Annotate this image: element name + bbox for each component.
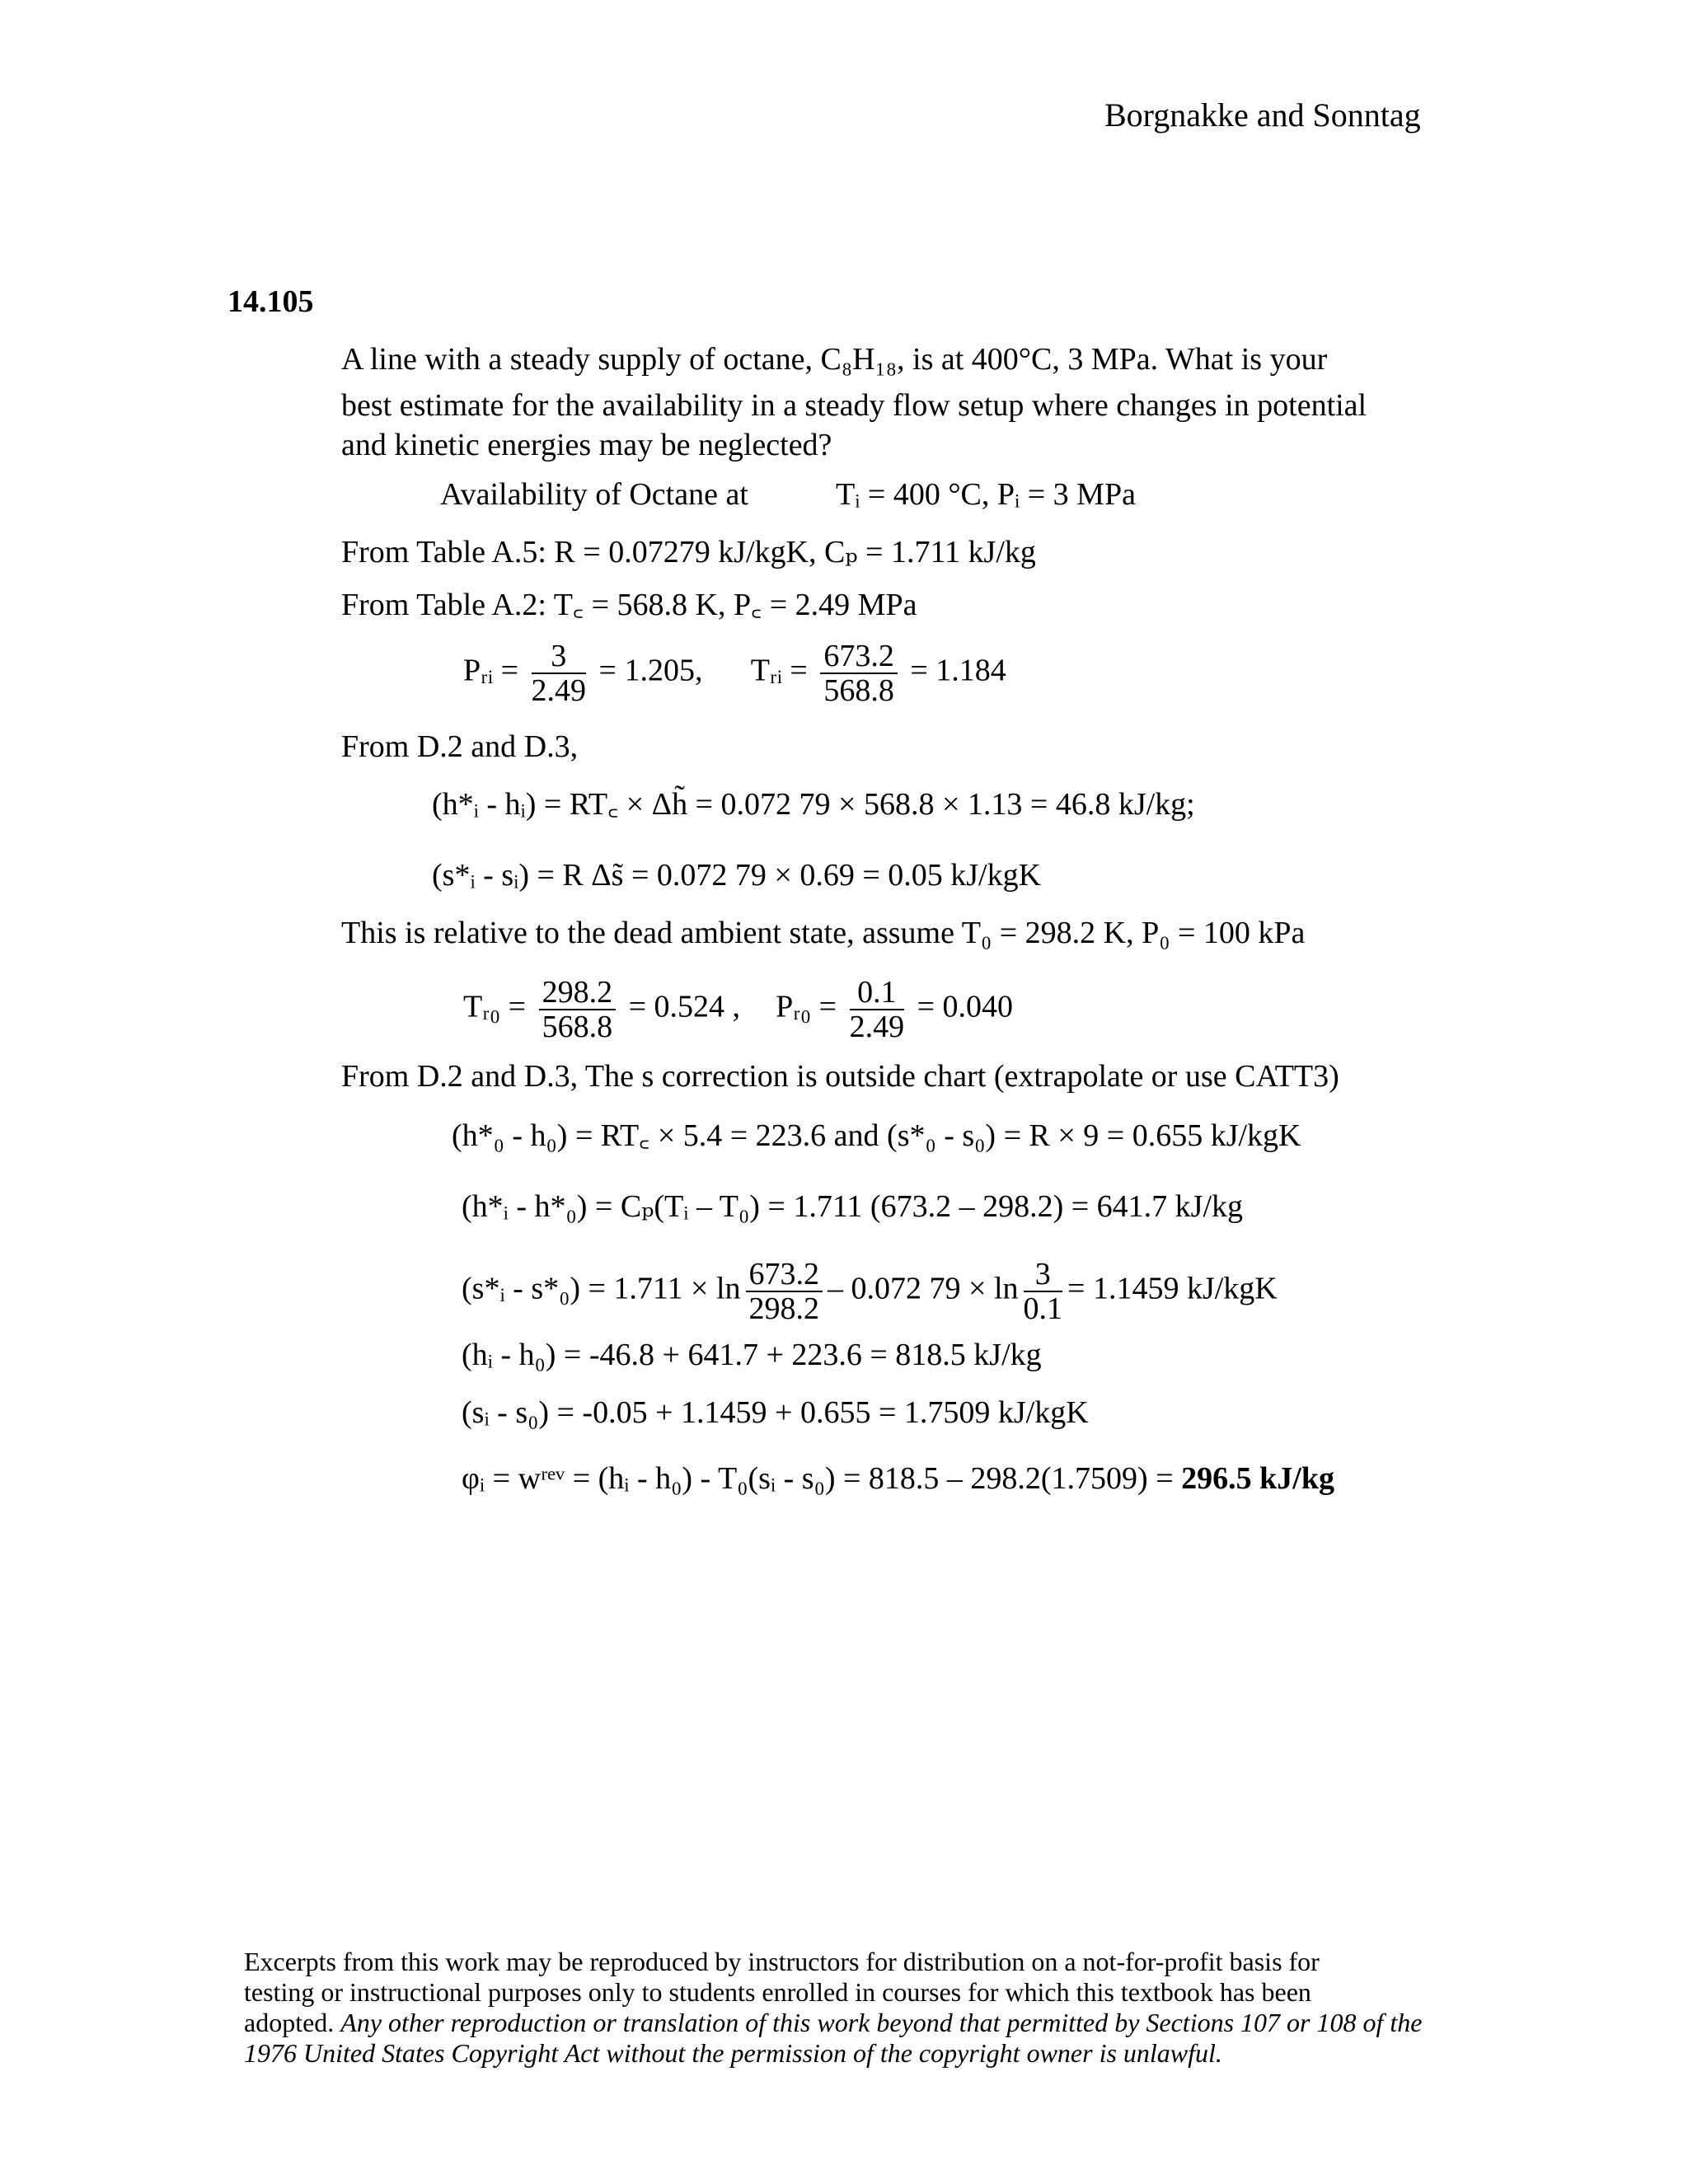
entropy-departure-inlet: (s*ᵢ - sᵢ) = R Δs̃ = 0.072 79 × 0.69 = 0.05 kJ/kgK xyxy=(432,858,1042,893)
l13-numerator-1: 673.2 xyxy=(746,1258,823,1292)
l16-expression: φᵢ = wʳᵉᵛ = (hᵢ - h₀) - T₀(sᵢ - s₀) = 818.5 – 298.2(1.7509) = xyxy=(462,1461,1182,1496)
pr0-label: Pᵣ₀ = xyxy=(776,989,837,1024)
dead-state-departures: (h*₀ - h₀) = RT꜀ × 5.4 = 223.6 and (s*₀ - s₀) = R × 9 = 0.655 kJ/kgK xyxy=(452,1118,1301,1153)
tr0-denominator: 568.8 xyxy=(542,1010,613,1044)
pri-denominator: 2.49 xyxy=(531,673,587,708)
enthalpy-departure-inlet: (h*ᵢ - hᵢ) = RT꜀ × Δh̃ = 0.072 79 × 568.8 × 1.13 = 46.8 kJ/kg; xyxy=(432,787,1195,822)
tri-fraction xyxy=(820,640,898,707)
pr0-numerator: 0.1 xyxy=(850,976,905,1010)
l13-part-a: (s*ᵢ - s*₀) = 1.711 × ln xyxy=(462,1271,741,1306)
problem-line-1: A line with a steady supply of octane, C₈H₁₈, is at 400°C, 3 MPa. What is your xyxy=(341,342,1328,377)
footer-plain-end: adopted. xyxy=(244,2008,341,2037)
ideal-gas-enthalpy-change: (h*ᵢ - h*₀) = Cₚ(Tᵢ – T₀) = 1.711 (673.2 – 298.2) = 641.7 kJ/kg xyxy=(462,1189,1244,1224)
l13-denominator-2: 0.1 xyxy=(1023,1291,1063,1326)
tri-result: = 1.184 xyxy=(910,653,1006,688)
tr0-fraction xyxy=(539,976,617,1043)
copyright-footer xyxy=(244,1947,1439,2069)
l13-numerator-2: 3 xyxy=(1024,1258,1063,1292)
pr0-result: = 0.040 xyxy=(917,989,1014,1024)
pri-result: = 1.205, xyxy=(598,653,703,688)
tr0-result: = 0.524 , xyxy=(628,989,741,1024)
inlet-state: Tᵢ = 400 °C, Pᵢ = 3 MPa xyxy=(836,477,1136,512)
tri-label: Tᵣᵢ = xyxy=(750,653,808,688)
total-enthalpy-difference: (hᵢ - h₀) = -46.8 + 641.7 + 223.6 = 818.5 kJ/kg xyxy=(462,1338,1042,1372)
final-answer: 296.5 kJ/kg xyxy=(1181,1461,1334,1496)
reduced-inlet-properties xyxy=(463,640,1006,707)
table-a2-line: From Table A.2: T꜀ = 568.8 K, P꜀ = 2.49 MPa xyxy=(341,588,917,622)
ideal-gas-entropy-change xyxy=(462,1258,1278,1325)
pr0-denominator: 2.49 xyxy=(849,1010,905,1044)
problem-line-3: and kinetic energies may be neglected? xyxy=(341,428,832,462)
pri-label: Pᵣᵢ = xyxy=(463,653,519,688)
l13-fraction-2 xyxy=(1024,1258,1063,1325)
footer-line-2: testing or instructional purposes only to students enrolled in courses for which this textbook has been xyxy=(244,1977,1311,2007)
tri-denominator: 568.8 xyxy=(823,673,894,708)
tr0-numerator: 298.2 xyxy=(539,976,617,1010)
problem-number: 14.105 xyxy=(227,284,314,319)
l13-denominator-1: 298.2 xyxy=(748,1291,820,1326)
footer-line-1: Excerpts from this work may be reproduced by instructors for distribution on a not-for-profit basis for xyxy=(244,1947,1320,1976)
problem-line-2: best estimate for the availability in a steady flow setup where changes in potential xyxy=(341,388,1367,423)
l13-part-b: – 0.072 79 × ln xyxy=(828,1271,1019,1306)
footer-line-3 xyxy=(244,2008,1439,2069)
pri-numerator: 3 xyxy=(532,640,587,674)
tri-numerator: 673.2 xyxy=(820,640,898,674)
header-author: Borgnakke and Sonntag xyxy=(1104,96,1421,134)
pr0-fraction xyxy=(850,976,905,1043)
from-d2-d3-2: From D.2 and D.3, The s correction is outside chart (extrapolate or use CATT3) xyxy=(341,1059,1339,1094)
footer-italic: Any other reproduction or translation of this work beyond that permitted by Sections 107 or 108 of the 1976 United States Copyright Act without the permission of the copyright owner is unlawful. xyxy=(244,2008,1423,2068)
flow-availability-result xyxy=(462,1460,1334,1497)
tr0-label: Tᵣ₀ = xyxy=(463,989,527,1024)
total-entropy-difference: (sᵢ - s₀) = -0.05 + 1.1459 + 0.655 = 1.7509 kJ/kgK xyxy=(462,1395,1089,1430)
l13-fraction-1 xyxy=(746,1258,823,1325)
pri-fraction xyxy=(532,640,587,707)
availability-label: Availability of Octane at xyxy=(440,477,748,512)
dead-state-line: This is relative to the dead ambient state, assume T₀ = 298.2 K, P₀ = 100 kPa xyxy=(341,916,1306,950)
l13-part-c: = 1.1459 kJ/kgK xyxy=(1067,1271,1278,1306)
reduced-dead-state-properties xyxy=(463,976,1013,1043)
table-a5-line: From Table A.5: R = 0.07279 kJ/kgK, Cₚ = 1.711 kJ/kg xyxy=(341,535,1036,569)
from-d2-d3-1: From D.2 and D.3, xyxy=(341,729,579,764)
